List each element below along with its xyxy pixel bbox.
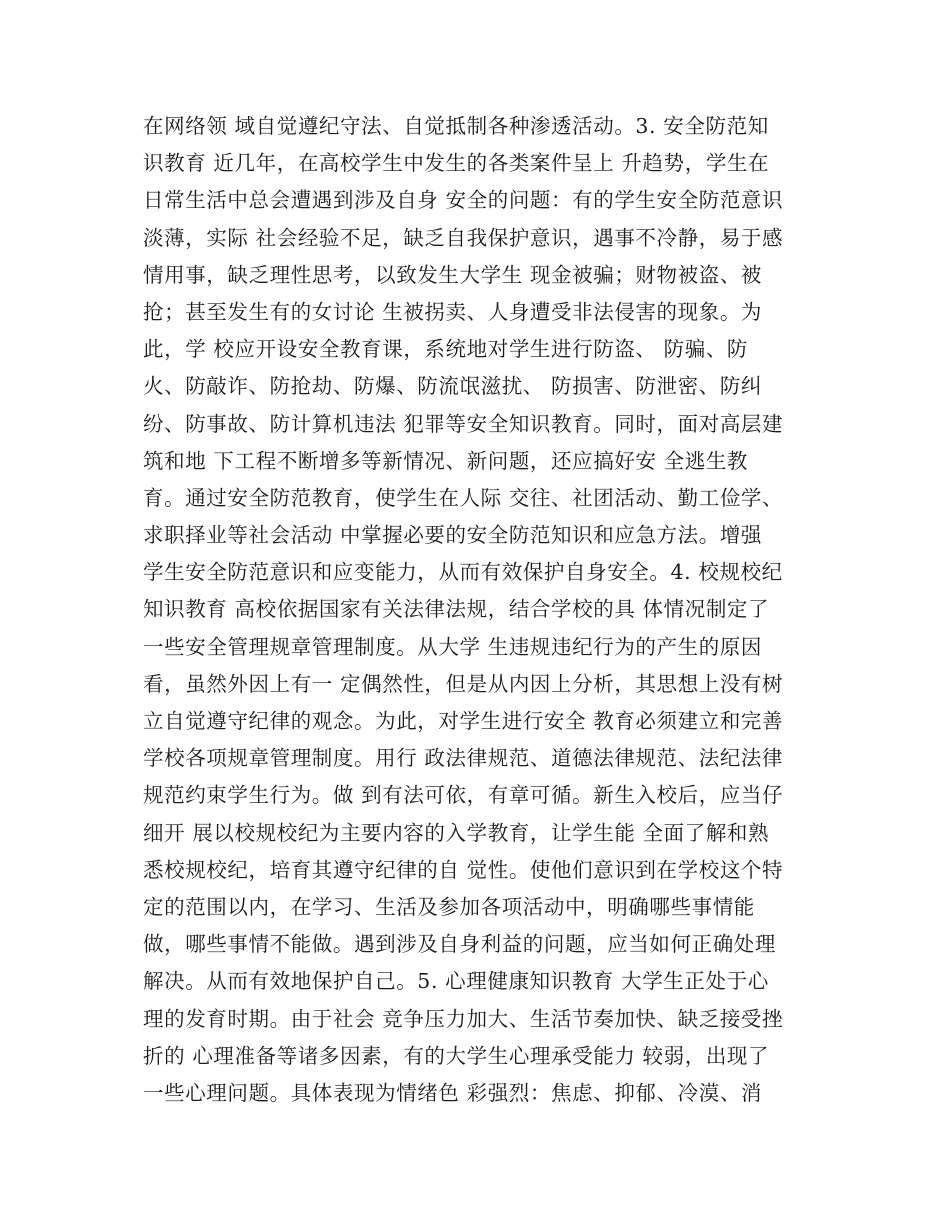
text-line: 做，哪些事情不能做。遇到涉及自身利益的问题，应当如何正确处理 (143, 932, 776, 957)
text-line: 抢；甚至发生有的女讨论 生被拐卖、人身遭受非法侵害的现象。为 (143, 299, 763, 324)
text-line: 看，虽然外因上有一 定偶然性，但是从内因上分析，其思想上没有树 (143, 671, 784, 696)
text-line: 学生安全防范意识和应变能力，从而有效保护自身安全。4. 校规校纪 (143, 560, 783, 585)
text-line: 学校各项规章管理制度。用行 政法律规范、道德法律规范、法纪法律 (143, 746, 784, 771)
text-line: 火、防敲诈、防抢劫、防爆、防流氓滋扰、 防损害、防泄密、防纠 (143, 374, 763, 399)
text-line: 折的 心理准备等诸多因素，有的大学生心理承受能力 较弱，出现了 (143, 1043, 770, 1068)
text-line: 情用事，缺乏理性思考，以致发生大学生 现金被骗；财物被盗、被 (143, 262, 763, 287)
text-line: 筑和地 下工程不断增多等新情况、新问题，还应搞好安 全逃生教 (143, 448, 749, 473)
text-line: 日常生活中总会遭遇到涉及自身 安全的问题：有的学生安全防范意识 (143, 188, 784, 213)
text-line: 知识教育 高校依据国家有关法律法规，结合学校的具 体情况制定了 (143, 597, 770, 622)
text-line: 在网络领 域自觉遵纪守法、自觉抵制各种渗透活动。3. 安全防范知 (143, 114, 769, 138)
text-line: 细开 展以校规校纪为主要内容的入学教育，让学生能 全面了解和熟 (143, 820, 770, 845)
text-line: 求职择业等社会活动 中掌握必要的安全防范知识和应急方法。增强 (143, 523, 763, 548)
text-line: 识教育 近几年，在高校学生中发生的各类案件呈上 升趋势，学生在 (143, 151, 770, 176)
text-line: 悉校规校纪，培育其遵守纪律的自 觉性。使他们意识到在学校这个特 (143, 857, 784, 882)
text-line: 此，学 校应开设安全教育课，系统地对学生进行防盗、 防骗、防 (143, 337, 749, 362)
text-line: 立自觉遵守纪律的观念。为此，对学生进行安全 教育必须建立和完善 (143, 709, 784, 733)
text-line: 定的范围以内，在学习、生活及参加各项活动中，明确哪些事情能 (143, 894, 755, 919)
body-text (143, 108, 823, 1112)
text-line: 理的发育时期。由于社会 竞争压力加大、生活节奏加快、缺乏接受挫 (143, 1006, 784, 1031)
text-line: 一些安全管理规章管理制度。从大学 生违规违纪行为的产生的原因 (143, 634, 763, 659)
text-line: 纷、防事故、防计算机违法 犯罪等安全知识教育。同时，面对高层建 (143, 411, 784, 436)
text-line: 一些心理问题。具体表现为情绪色 彩强烈：焦虑、抑郁、冷漠、消 (143, 1080, 763, 1105)
text-line: 育。通过安全防范教育，使学生在人际 交往、社团活动、勤工俭学、 (143, 485, 784, 510)
text-line: 淡薄，实际 社会经验不足，缺乏自我保护意识，遇事不冷静，易于感 (143, 225, 784, 250)
text-line: 解决。从而有效地保护自己。5. 心理健康知识教育 大学生正处于心 (143, 969, 769, 994)
text-line: 规范约束学生行为。做 到有法可依，有章可循。新生入校后，应当仔 (143, 783, 784, 808)
